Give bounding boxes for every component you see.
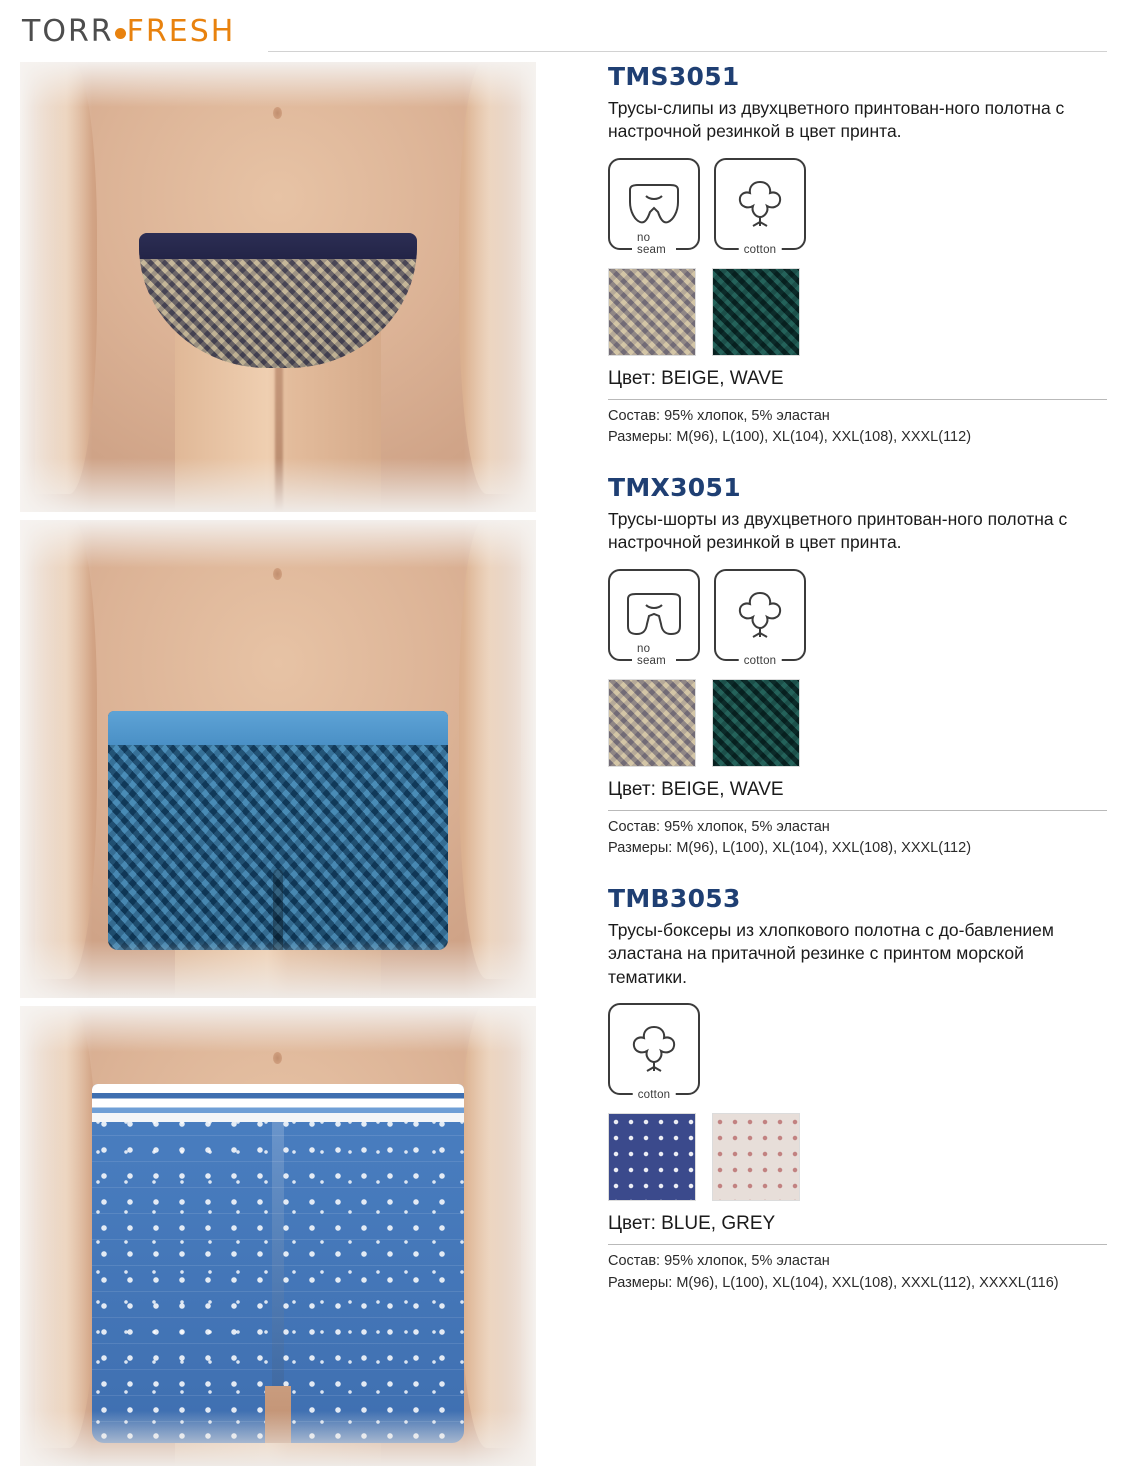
swatch-wave[interactable] xyxy=(712,268,800,356)
product-composition: Состав: 95% хлопок, 5% эластан xyxy=(608,407,830,424)
feature-badges xyxy=(608,1003,1107,1101)
color-swatches xyxy=(608,1113,1107,1201)
header-divider xyxy=(268,51,1107,52)
product-info-column xyxy=(560,62,1107,1474)
product-block-tms3051 xyxy=(608,62,1107,455)
badge-cotton xyxy=(714,569,806,667)
color-swatches xyxy=(608,268,1107,356)
product-photo-trunks xyxy=(20,520,536,998)
product-block-tmx3051 xyxy=(608,455,1107,866)
badge-cotton-label: cotton xyxy=(739,655,782,667)
product-color-line: Цвет: BEIGE, WAVE xyxy=(608,362,1107,400)
badge-no-seam xyxy=(608,158,700,256)
catalog-page xyxy=(0,62,1127,1474)
brand-dot-icon xyxy=(115,28,126,39)
product-color-line: Цвет: BEIGE, WAVE xyxy=(608,773,1107,811)
product-description: Трусы-боксеры из хлопкового полотна с до-бавлением эластана на притачной резинке с принтом морской тематики. xyxy=(608,920,1054,987)
product-code: TMB3053 xyxy=(608,884,741,914)
feature-badges xyxy=(608,569,1107,667)
product-photo-boxers xyxy=(20,1006,536,1466)
photo-column xyxy=(20,62,560,1474)
feature-badges xyxy=(608,158,1107,256)
badge-cotton xyxy=(714,158,806,256)
brand-logo-part2: FRESH xyxy=(126,14,236,49)
product-block-tmb3053 xyxy=(608,866,1107,1300)
photo-vignette xyxy=(20,62,536,512)
product-composition: Состав: 95% хлопок, 5% эластан xyxy=(608,1252,830,1269)
product-sizes: Размеры: M(96), L(100), XL(104), XXL(108), XXXL(112) xyxy=(608,840,972,857)
badge-no-seam-label: no seam xyxy=(632,232,676,256)
product-sizes: Размеры: M(96), L(100), XL(104), XXL(108), XXXL(112), XXXXL(116) xyxy=(608,1274,1059,1291)
product-specs xyxy=(608,1245,1107,1295)
photo-vignette xyxy=(20,1006,536,1466)
badge-no-seam xyxy=(608,569,700,667)
color-swatches xyxy=(608,679,1107,767)
page-header xyxy=(0,0,1127,62)
product-composition: Состав: 95% хлопок, 5% эластан xyxy=(608,818,830,835)
brand-logo xyxy=(22,14,235,49)
product-description: Трусы-слипы из двухцветного принтован-ного полотна с настрочной резинкой в цвет принта. xyxy=(608,98,1065,142)
badge-cotton-label: cotton xyxy=(739,244,782,256)
swatch-grey[interactable] xyxy=(712,1113,800,1201)
swatch-beige[interactable] xyxy=(608,679,696,767)
swatch-wave[interactable] xyxy=(712,679,800,767)
product-specs xyxy=(608,811,1107,861)
product-color-line: Цвет: BLUE, GREY xyxy=(608,1207,1107,1245)
photo-vignette xyxy=(20,520,536,998)
swatch-beige[interactable] xyxy=(608,268,696,356)
product-description: Трусы-шорты из двухцветного принтован-ного полотна с настрочной резинкой в цвет принта. xyxy=(608,509,1068,553)
product-specs xyxy=(608,400,1107,450)
brand-logo-part1: TORR xyxy=(22,14,114,49)
product-code: TMX3051 xyxy=(608,473,741,503)
product-code: TMS3051 xyxy=(608,62,740,91)
product-sizes: Размеры: M(96), L(100), XL(104), XXL(108), XXXL(112) xyxy=(608,429,972,446)
badge-cotton-label: cotton xyxy=(633,1089,676,1101)
product-photo-briefs xyxy=(20,62,536,512)
badge-no-seam-label: no seam xyxy=(632,643,676,667)
badge-cotton xyxy=(608,1003,700,1101)
swatch-blue[interactable] xyxy=(608,1113,696,1201)
